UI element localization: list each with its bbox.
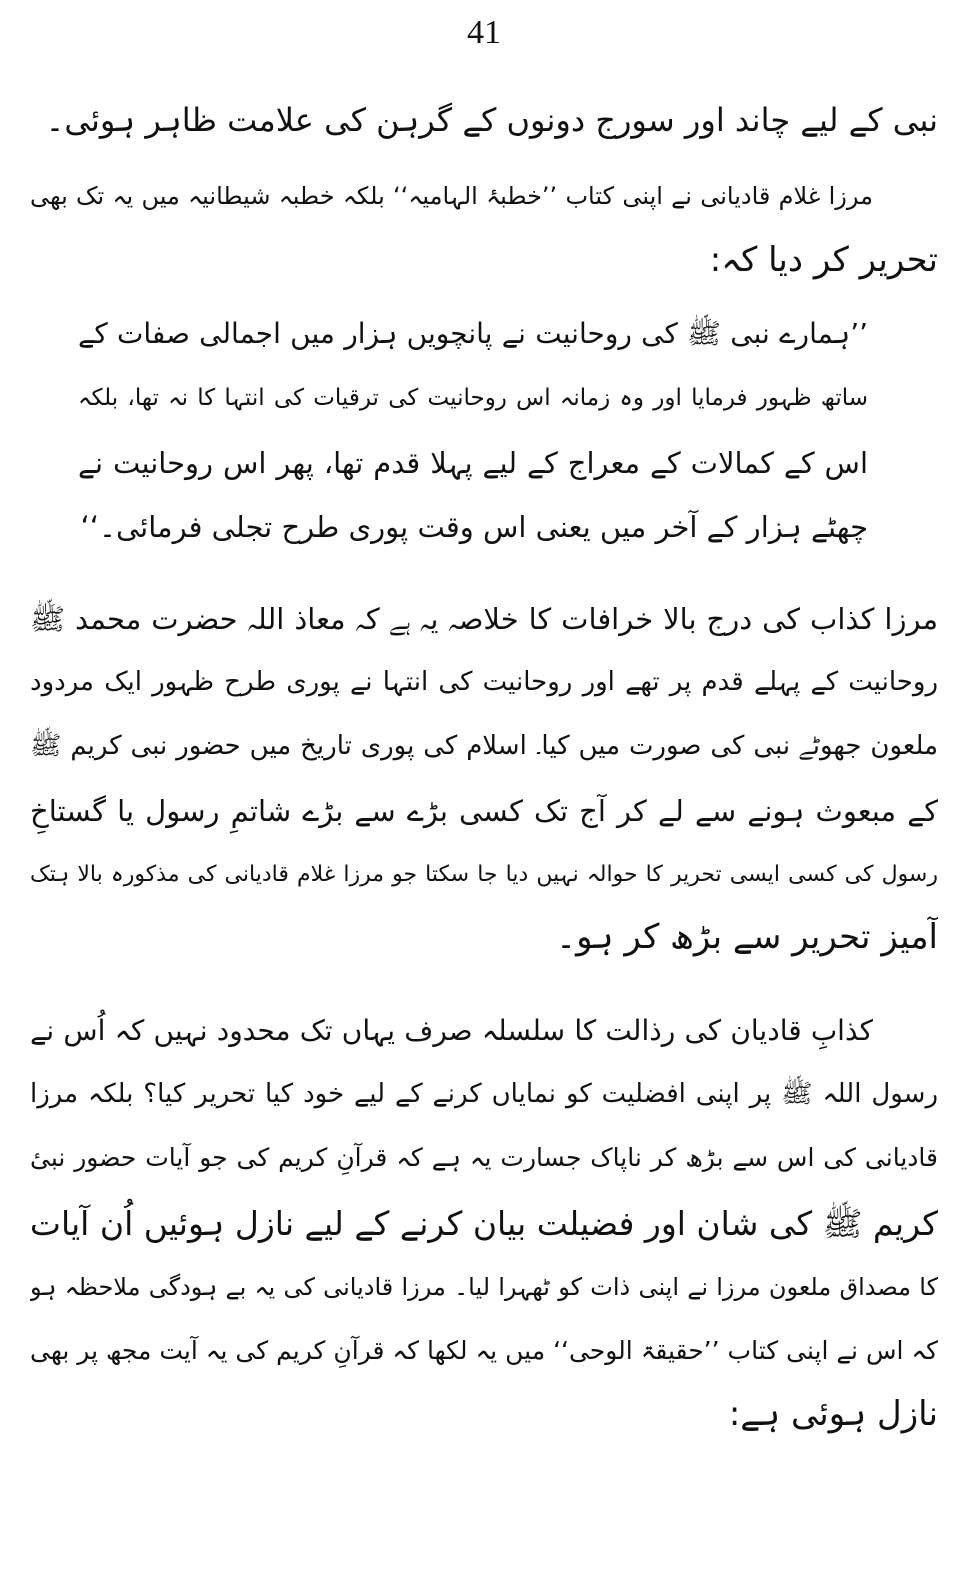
text-line: کہ اس نے اپنی کتاب ’’حقیقۃ الوحی‘‘ میں یہ لکھا کہ قرآنِ کریم کی یہ آیت مجھ پر بھی xyxy=(30,1336,938,1365)
text-line: نازل ہوئی ہے: xyxy=(728,1394,938,1434)
quote-line: اس کے کمالات کے معراج کے لیے پہلا قدم تھا، پھر اس روحانیت نے xyxy=(78,446,868,480)
text-line: آمیز تحریر سے بڑھ کر ہو۔ xyxy=(556,917,938,957)
quote-line: چھٹے ہزار کے آخر میں یعنی اس وقت پوری طرح تجلی فرمائی۔‘‘ xyxy=(80,510,868,544)
text-line: مرزا غلام قادیانی نے اپنی کتاب ’’خطبۂ الہامیہ‘‘ بلکہ خطبہ شیطانیہ میں یہ تک بھی xyxy=(30,182,873,210)
text-line: تحریر کر دیا کہ: xyxy=(709,240,938,280)
text-line: رسول اللہ ﷺ پر اپنی افضلیت کو نمایاں کرنے کے لیے خود کیا تحریر کیا؟ بلکہ مرزا xyxy=(30,1079,938,1109)
page-number: 41 xyxy=(467,14,501,51)
quote-line: ساتھ ظہور فرمایا اور وہ زمانہ اس روحانیت کی ترقیات کی انتہا کا نہ تھا، بلکہ xyxy=(78,385,868,411)
text-line: کا مصداق ملعون مرزا نے اپنی ذات کو ٹھہرا لیا۔ مرزا قادیانی کی یہ بے ہودگی ملاحظہ ہو xyxy=(30,1273,938,1301)
text-line: رسول کی کسی ایسی تحریر کا حوالہ نہیں دیا جا سکتا جو مرزا غلام قادیانی کی مذکورہ بالا ہتک xyxy=(30,862,938,887)
quote-line: ’’ہمارے نبی ﷺ کی روحانیت نے پانچویں ہزار میں اجمالی صفات کے xyxy=(78,317,868,350)
text-line: روحانیت کے پہلے قدم پر تھے اور روحانیت کی انتہا نے پوری طرح ظہور ایک مردود xyxy=(30,667,938,697)
text-line: کے مبعوث ہونے سے لے کر آج تک کسی بڑے سے بڑے شاتمِ رسول یا گستاخِ xyxy=(30,794,938,828)
text-line: مرزا کذاب کی درج بالا خرافات کا خلاصہ یہ ہے کہ معاذ اللہ حضرت محمد ﷺ xyxy=(30,602,938,636)
text-line: کذابِ قادیان کی رذالت کا سلسلہ صرف یہاں تک محدود نہیں کہ اُس نے xyxy=(30,1014,873,1047)
text-line: نبی کے لیے چاند اور سورج دونوں کے گرہن کی علامت ظاہر ہوئی۔ xyxy=(45,101,938,139)
text-line: ملعون جھوٹے نبی کی صورت میں کیا۔ اسلام کی پوری تاریخ میں حضور نبی کریم ﷺ xyxy=(30,731,938,761)
text-line: کریم ﷺ کی شان اور فضیلت بیان کرنے کے لیے نازل ہوئیں اُن آیات xyxy=(30,1204,938,1243)
text-line: قادیانی کی اس سے بڑھ کر ناپاک جسارت یہ ہے کہ قرآنِ کریم کی جو آیات حضور نبیٔ xyxy=(30,1143,938,1172)
